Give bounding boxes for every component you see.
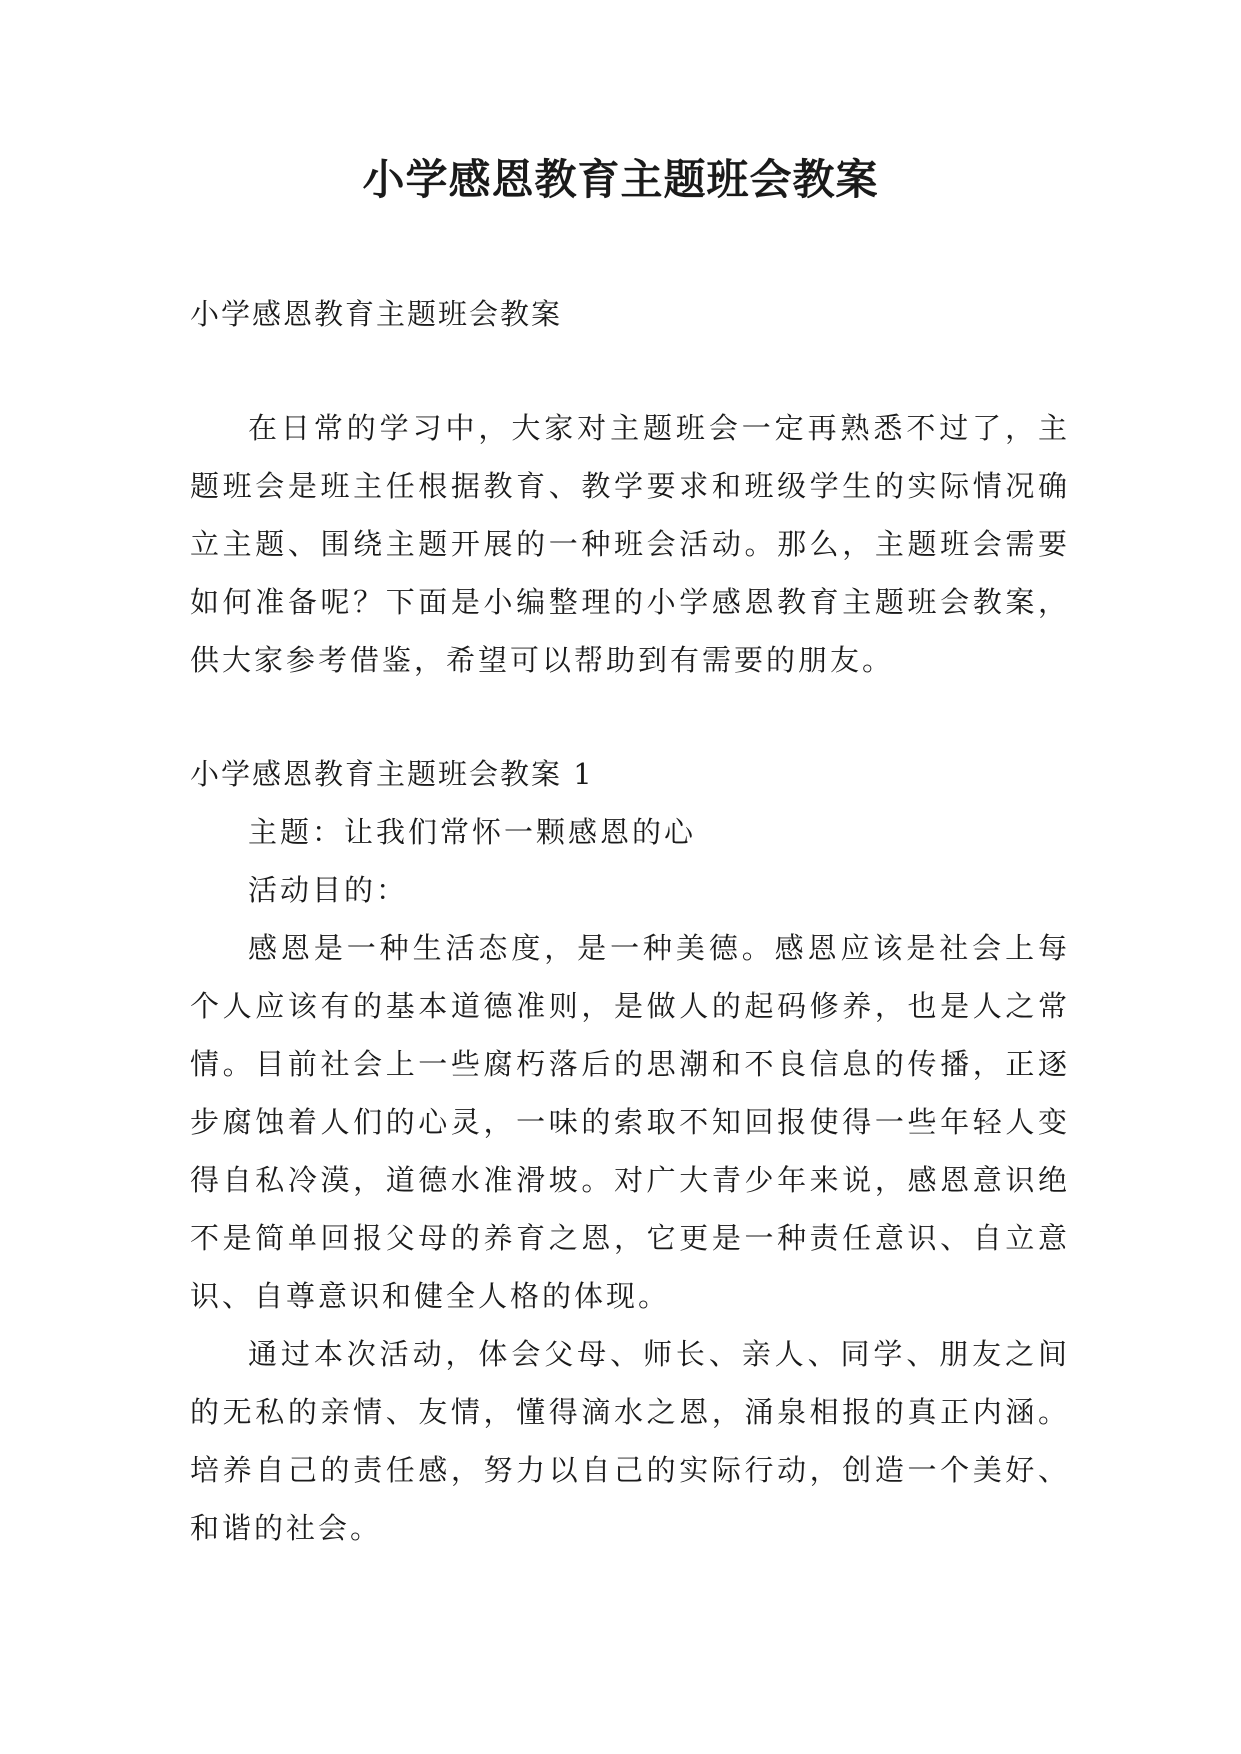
document-subtitle: 小学感恩教育主题班会教案: [190, 297, 563, 331]
activity-goal-label: 活动目的：: [248, 873, 409, 907]
document-title: 小学感恩教育主题班会教案: [362, 155, 879, 204]
body-paragraph: 通过本次活动，体会父母、师长、亲人、同学、朋友之间的无私的亲情、友情，懂得滴水之恩，涌泉相报的真正内涵。培养自己的责任感，努力以自己的实际行动，创造一个美好、和谐的社会。: [190, 1337, 1070, 1545]
theme-line: 主题：让我们常怀一颗感恩的心: [248, 815, 697, 849]
section-heading: 小学感恩教育主题班会教案 1: [190, 757, 594, 791]
document-body: [190, 285, 1070, 1557]
body-paragraph: 感恩是一种生活态度，是一种美德。感恩应该是社会上每个人应该有的基本道德准则，是做人的起码修养，也是人之常情。目前社会上一些腐朽落后的思潮和不良信息的传播，正逐步腐蚀着人们的心灵，一味的索取不知回报使得一些年轻人变得自私冷漠，道德水准滑坡。对广大青少年来说，感恩意识绝不是简单回报父母的养育之恩，它更是一种责任意识、自立意识、自尊意识和健全人格的体现。: [190, 931, 1070, 1313]
intro-paragraph: 在日常的学习中，大家对主题班会一定再熟悉不过了，主题班会是班主任根据教育、教学要求和班级学生的实际情况确立主题、围绕主题开展的一种班会活动。那么，主题班会需要如何准备呢？下面是小编整理的小学感恩教育主题班会教案，供大家参考借鉴，希望可以帮助到有需要的朋友。: [190, 411, 1070, 677]
